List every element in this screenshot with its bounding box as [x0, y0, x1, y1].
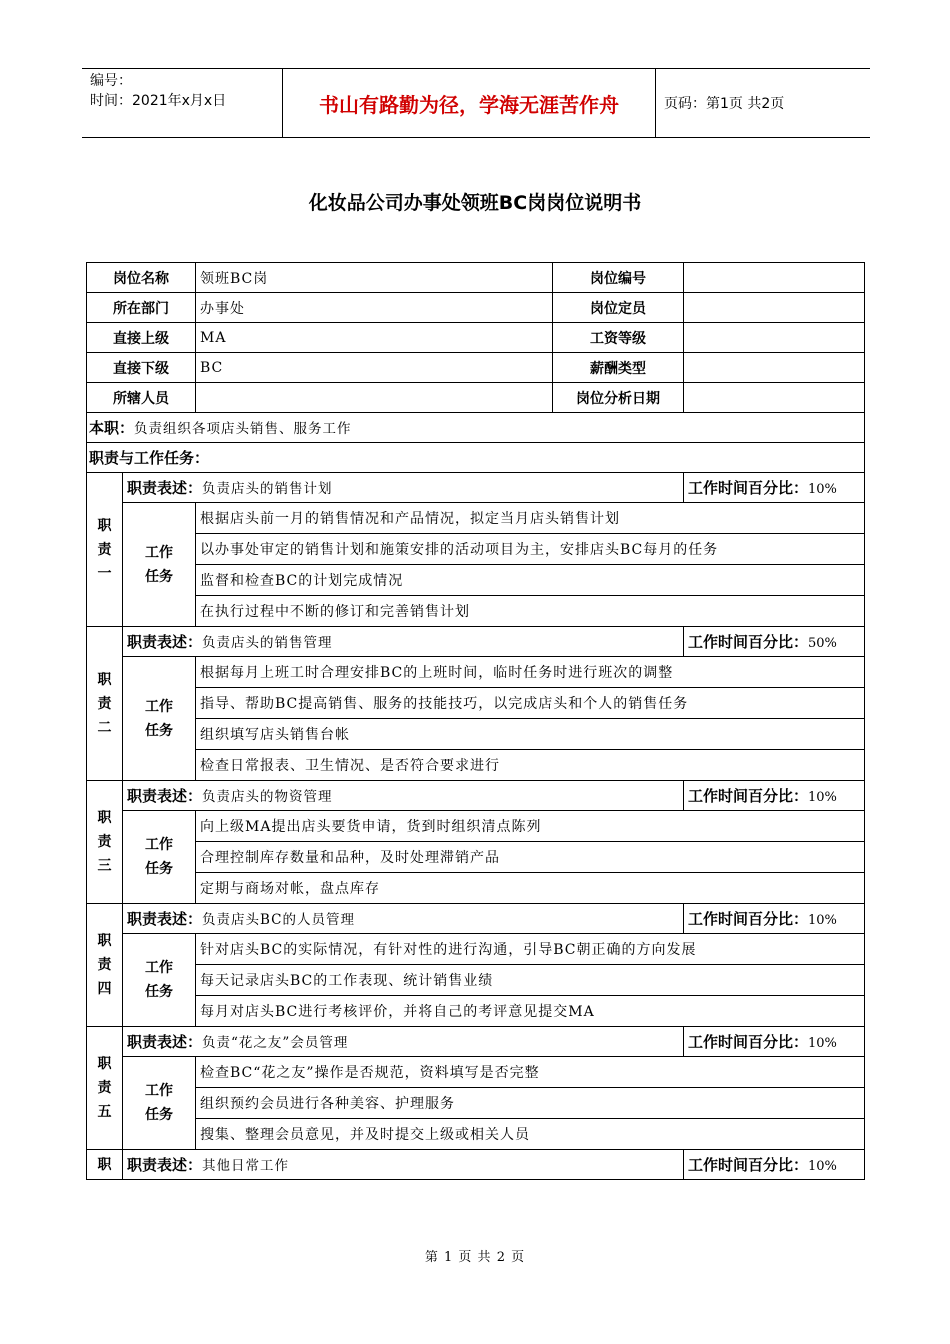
duty-name-text: 职责五 — [97, 1056, 112, 1120]
task-row — [87, 934, 865, 965]
header-meta — [82, 69, 282, 137]
basic-label: 所在部门 — [87, 293, 196, 323]
duty-name-text: 职责二 — [97, 671, 112, 736]
task-row — [87, 565, 865, 596]
task-label: 工作任务 — [145, 698, 173, 739]
pct-label: 工作时间百分比： — [688, 1033, 809, 1051]
page-title: 化妆品公司办事处领班BC岗岗位说明书 — [308, 192, 642, 214]
duty-pct-cell — [684, 781, 865, 811]
job-description-table — [86, 262, 865, 1180]
header-page-info: 页码：第1页 共2页 — [664, 96, 785, 112]
duty-desc-row — [87, 473, 865, 503]
basic-label: 岗位定员 — [553, 293, 684, 323]
duty-desc-cell — [123, 904, 684, 934]
basic-value: MA — [196, 323, 553, 353]
duty-desc-value: 负责“花之友”会员管理 — [202, 1035, 349, 1051]
task-label-cell — [123, 811, 196, 904]
task-label-cell — [123, 934, 196, 1027]
basic-row — [87, 353, 865, 383]
duty-name — [87, 473, 123, 627]
basic-row — [87, 323, 865, 353]
basic-value — [684, 293, 865, 323]
task-row — [87, 1057, 865, 1088]
duty-pct-cell — [684, 904, 865, 934]
pct-label: 工作时间百分比： — [688, 910, 809, 928]
duty-desc-label: 职责表述： — [127, 479, 203, 497]
task-text: 组织预约会员进行各种美容、护理服务 — [196, 1088, 865, 1119]
task-text: 监督和检查BC的计划完成情况 — [196, 565, 865, 596]
main-duty-value: 负责组织各项店头销售、服务工作 — [134, 421, 352, 437]
duty-pct-cell — [684, 627, 865, 657]
duty-desc-cell — [123, 781, 684, 811]
duty-desc-value: 负责店头的销售计划 — [202, 481, 333, 497]
basic-value: 办事处 — [196, 293, 553, 323]
duty-desc-cell — [123, 627, 684, 657]
task-text: 针对店头BC的实际情况，有针对性的进行沟通，引导BC朝正确的方向发展 — [196, 934, 865, 965]
basic-value: BC — [196, 353, 553, 383]
duty-desc-value: 负责店头的销售管理 — [202, 635, 333, 651]
duty-desc-value: 负责店头的物资管理 — [202, 789, 333, 805]
time-label: 时间：2021年x月x日 — [90, 93, 227, 109]
duty-desc-label: 职责表述： — [127, 633, 203, 651]
basic-value — [684, 323, 865, 353]
pct-value: 50% — [808, 636, 837, 651]
duties-header-row — [87, 443, 865, 473]
task-row — [87, 1088, 865, 1119]
duties-header: 职责与工作任务： — [89, 449, 210, 467]
duty-pct-cell — [684, 1027, 865, 1057]
task-row — [87, 1119, 865, 1150]
duty-name — [87, 627, 123, 781]
basic-label: 所辖人员 — [87, 383, 196, 413]
duty-desc-row — [87, 627, 865, 657]
basic-value — [684, 383, 865, 413]
duty-name — [87, 904, 123, 1027]
pct-label: 工作时间百分比： — [688, 787, 809, 805]
task-text: 定期与商场对帐，盘点库存 — [196, 873, 865, 904]
duty-name — [87, 1027, 123, 1150]
task-text: 检查BC“花之友”操作是否规范，资料填写是否完整 — [196, 1057, 865, 1088]
basic-label: 岗位分析日期 — [553, 383, 684, 413]
basic-label: 岗位名称 — [87, 263, 196, 293]
pct-value: 10% — [808, 913, 837, 928]
duty-pct-cell — [684, 473, 865, 503]
pct-value: 10% — [808, 482, 837, 497]
task-row — [87, 596, 865, 627]
pct-label: 工作时间百分比： — [688, 633, 809, 651]
pct-value: 10% — [808, 1159, 837, 1174]
task-row — [87, 534, 865, 565]
task-text: 向上级MA提出店头要货申请，货到时组织清点陈列 — [196, 811, 865, 842]
task-label-cell — [123, 657, 196, 781]
basic-row — [87, 383, 865, 413]
task-text: 检查日常报表、卫生情况、是否符合要求进行 — [196, 750, 865, 781]
task-label: 工作任务 — [145, 960, 173, 1000]
duty-desc-value: 其他日常工作 — [202, 1158, 290, 1174]
task-row — [87, 965, 865, 996]
basic-row — [87, 293, 865, 323]
task-label: 工作任务 — [145, 837, 173, 877]
duty-name-text: 职责一 — [97, 517, 112, 582]
task-row — [87, 503, 865, 534]
duty-name-text: 职责三 — [97, 810, 112, 874]
duty-name — [87, 781, 123, 904]
task-row — [87, 750, 865, 781]
duty-desc-row — [87, 1027, 865, 1057]
basic-row — [87, 263, 865, 293]
header-motto: 书山有路勤为径，学海无涯苦作舟 — [282, 69, 656, 137]
task-text: 每天记录店头BC的工作表现、统计销售业绩 — [196, 965, 865, 996]
pct-value: 10% — [808, 1036, 837, 1051]
duty-desc-label: 职责表述： — [127, 910, 203, 928]
task-text: 合理控制库存数量和品种，及时处理滞销产品 — [196, 842, 865, 873]
task-text: 根据每月上班工时合理安排BC的上班时间，临时任务时进行班次的调整 — [196, 657, 865, 688]
duty-name-text: 职责四 — [97, 933, 112, 997]
pct-label: 工作时间百分比： — [688, 1156, 809, 1174]
pct-value: 10% — [808, 790, 837, 805]
task-row — [87, 996, 865, 1027]
duty-desc-label: 职责表述： — [127, 787, 203, 805]
duty-pct-cell — [684, 1150, 865, 1180]
duty-desc-cell — [123, 1150, 684, 1180]
duty-name: 职 — [87, 1150, 123, 1180]
duty-desc-label: 职责表述： — [127, 1156, 203, 1174]
task-text: 每月对店头BC进行考核评价，并将自己的考评意见提交MA — [196, 996, 865, 1027]
basic-label: 薪酬类型 — [553, 353, 684, 383]
pct-label: 工作时间百分比： — [688, 479, 809, 497]
duty-desc-label: 职责表述： — [127, 1033, 203, 1051]
task-row — [87, 688, 865, 719]
task-label-cell — [123, 1057, 196, 1150]
basic-label: 直接上级 — [87, 323, 196, 353]
task-text: 搜集、整理会员意见，并及时提交上级或相关人员 — [196, 1119, 865, 1150]
basic-value — [196, 383, 553, 413]
task-label: 工作任务 — [145, 544, 173, 585]
basic-value — [684, 353, 865, 383]
basic-value: 领班BC岗 — [196, 263, 553, 293]
basic-label: 岗位编号 — [553, 263, 684, 293]
task-label: 工作任务 — [145, 1083, 173, 1123]
task-row — [87, 719, 865, 750]
basic-label: 工资等级 — [553, 323, 684, 353]
page-footer: 第 1 页 共 2 页 — [424, 1250, 526, 1265]
basic-label: 直接下级 — [87, 353, 196, 383]
task-text: 根据店头前一月的销售情况和产品情况，拟定当月店头销售计划 — [196, 503, 865, 534]
document-header — [82, 68, 870, 138]
task-row — [87, 657, 865, 688]
duty-desc-cell — [123, 1027, 684, 1057]
task-text: 指导、帮助BC提高销售、服务的技能技巧，以完成店头和个人的销售任务 — [196, 688, 865, 719]
task-row — [87, 811, 865, 842]
task-text: 在执行过程中不断的修订和完善销售计划 — [196, 596, 865, 627]
duty-desc-row — [87, 904, 865, 934]
main-duty-label: 本职： — [89, 419, 135, 437]
task-row — [87, 873, 865, 904]
duty-desc-row — [87, 781, 865, 811]
main-duty-row — [87, 413, 865, 443]
code-label: 编号： — [90, 73, 132, 89]
duty-desc-value: 负责店头BC的人员管理 — [202, 912, 356, 928]
task-text: 组织填写店头销售台帐 — [196, 719, 865, 750]
task-label-cell — [123, 503, 196, 627]
duty-desc-row — [87, 1150, 865, 1180]
duty-desc-cell — [123, 473, 684, 503]
task-row — [87, 842, 865, 873]
task-text: 以办事处审定的销售计划和施策安排的活动项目为主，安排店头BC每月的任务 — [196, 534, 865, 565]
basic-value — [684, 263, 865, 293]
